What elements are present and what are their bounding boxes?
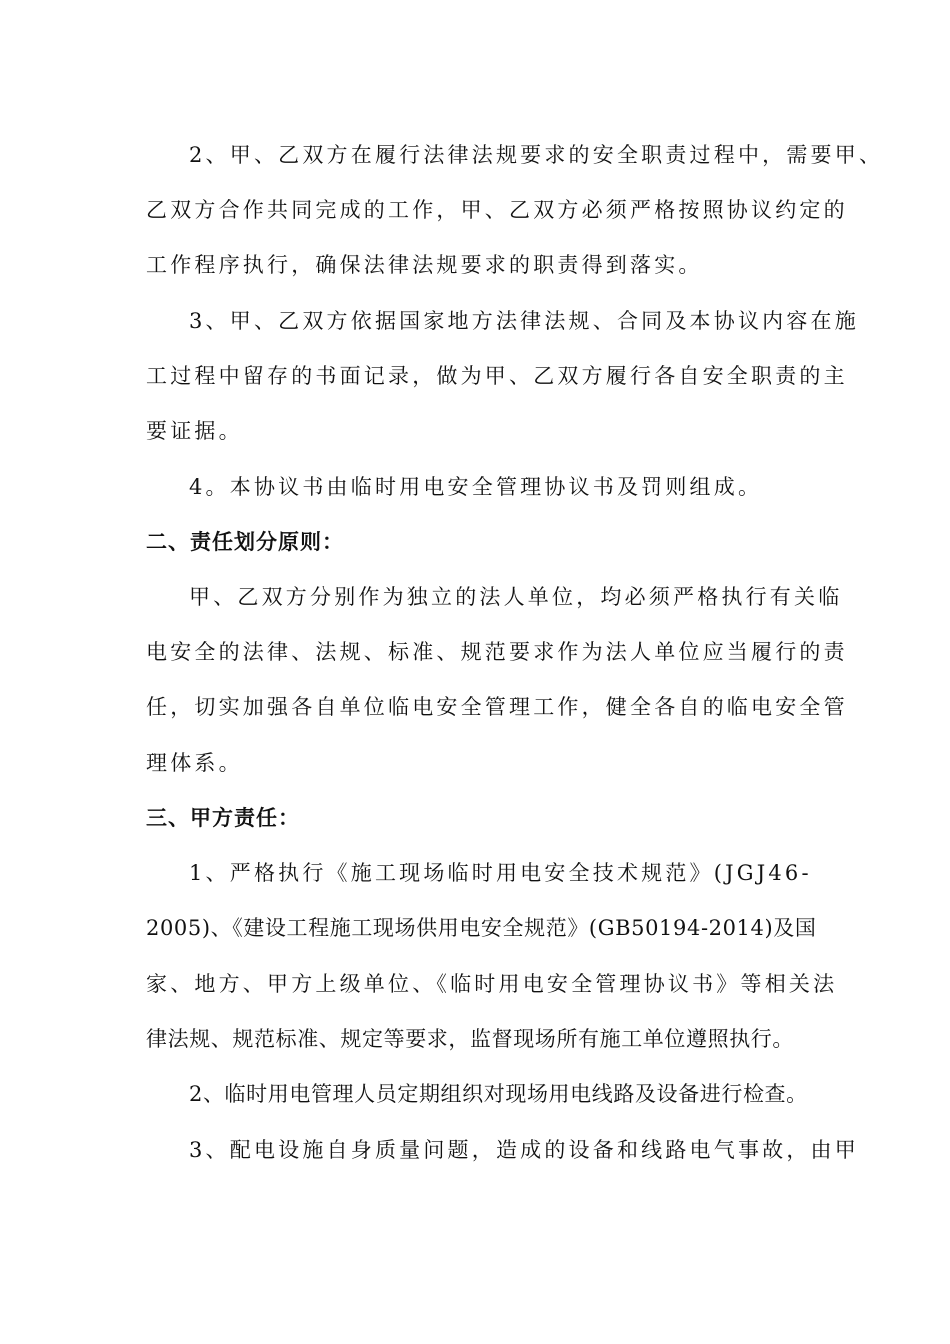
section-2-line-4: 理体系。	[146, 751, 243, 775]
clause-2-line-3: 工作程序执行，确保法律法规要求的职责得到落实。	[146, 253, 703, 277]
section-3-item-1-line-4: 律法规、规范标准、规定等要求，监督现场所有施工单位遵照执行。	[146, 1027, 794, 1051]
section-2-line-3: 任，切实加强各自单位临电安全管理工作，健全各自的临电安全管	[146, 695, 848, 719]
section-3-item-1-line-2: 2005)、《建设工程施工现场供用电安全规范》(GB50194-2014)及国	[146, 916, 817, 940]
clause-2-line-2: 乙双方合作共同完成的工作，甲、乙双方必须严格按照协议约定的	[146, 198, 848, 222]
clause-3-line-3: 要证据。	[146, 419, 243, 443]
section-2-line-2: 电安全的法律、法规、标准、规范要求作为法人单位应当履行的责	[146, 640, 848, 664]
clause-3-line-2: 工过程中留存的书面记录，做为甲、乙双方履行各自安全职责的主	[146, 364, 848, 388]
section-2-line-1: 甲、乙双方分别作为独立的法人单位，均必须严格执行有关临	[189, 585, 843, 609]
section-3-item-2-line-1: 2、临时用电管理人员定期组织对现场用电线路及设备进行检查。	[189, 1082, 808, 1106]
clause-3-line-1: 3、甲、乙双方依据国家地方法律法规、合同及本协议内容在施	[189, 309, 859, 333]
section-2-heading: 二、责任划分原则：	[146, 530, 344, 554]
section-3-item-1-line-3: 家、地方、甲方上级单位、《临时用电安全管理协议书》等相关法	[146, 972, 838, 996]
section-3-item-1-line-1: 1、严格执行《施工现场临时用电安全技术规范》(JGJ46-	[189, 861, 812, 885]
clause-4-line-1: 4。本协议书由临时用电安全管理协议书及罚则组成。	[189, 475, 763, 499]
clause-2-line-1: 2、甲、乙双方在履行法律法规要求的安全职责过程中，需要甲、	[189, 143, 884, 167]
section-3-heading: 三、甲方责任：	[146, 806, 300, 830]
section-3-item-3-line-1: 3、配电设施自身质量问题，造成的设备和线路电气事故，由甲	[189, 1138, 859, 1162]
